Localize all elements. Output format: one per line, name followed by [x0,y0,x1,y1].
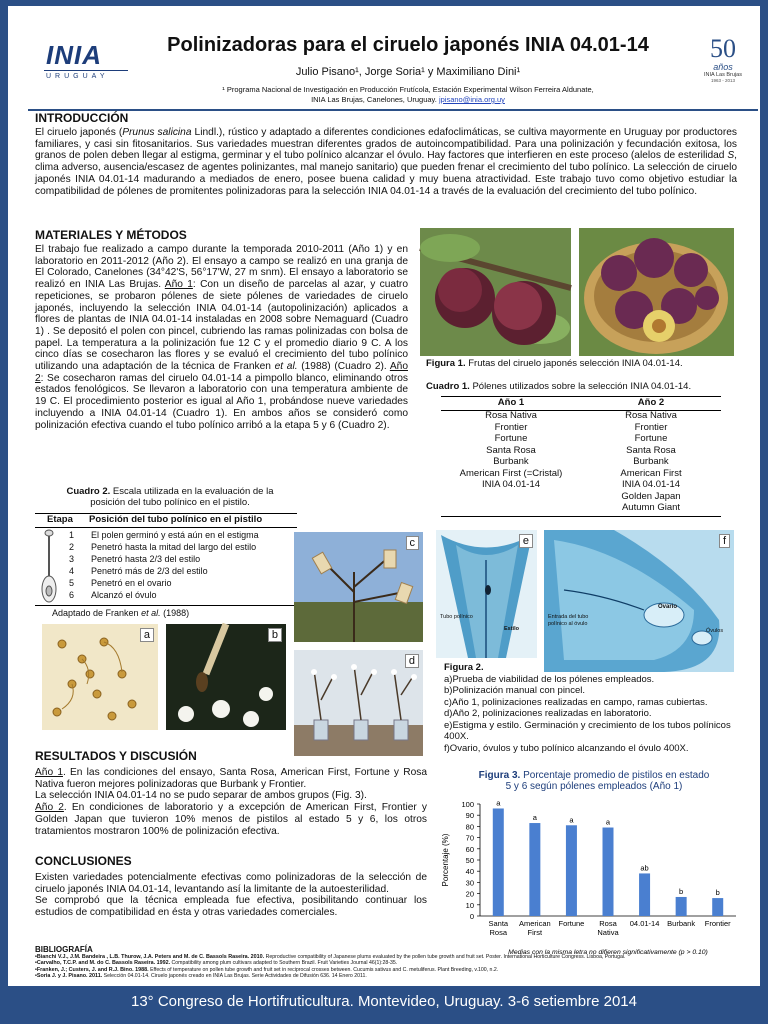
cuadro2-position: Penetró hasta 2/3 del estilo [91,554,201,564]
bar-significance-letter: a [605,817,611,827]
cuadro1-year1-item: Rosa Nativa [485,410,537,421]
bar-significance-letter: a [496,798,501,808]
cuadro2-position: El polen germinó y está aún en el estigma [91,530,259,540]
cuadro2-row [35,529,297,541]
cuadro2-row [35,589,297,601]
x-tick-label: Burbank [667,919,696,928]
figure2-item: d)Año 2, polinizaciones realizadas en laboratorio. [444,708,652,719]
cuadro1-year2-item: Santa Rosa [626,444,676,456]
stigma-style-illustration [436,530,537,658]
chart-note: Medias con la misma letra no difieren significativamente (p > 0.10) [508,949,708,956]
email-link[interactable]: jpisano@inia.org.uy [438,95,505,104]
biblio-heading: BIBLIOGRAFÍA [35,945,93,954]
cuadro1-year2-item: American First [620,467,682,479]
anniversary-sub: INIA Las Brujas [704,72,742,78]
y-tick-label: 100 [461,800,474,809]
photo-stigma-style [436,530,537,658]
label-tube-entrance: Entrada del tubo polínico al óvulo [548,614,589,627]
y-tick-label: 70 [465,833,474,843]
figure2-caption: Figura 2. a)Prueba de viabilidad de los pólenes empleados. b)Polinización manual con pincel. c)Año 1, polinizaciones realizadas en campo, ramas cubiertas. d)Año 2, polinizaciones realizadas en laboratorio. e)Estigma y estilo. Germinación y crecimiento de los tubos polínicos 400X. f)Ovario, óvulos y tubo polínico alcanzando el óvulo 400X. [444,662,744,754]
figure3-chart [436,792,746,956]
field-branches-illustration [294,532,423,642]
x-tick-label: Santa [488,919,509,928]
label-ovules: Óvulos [706,628,724,634]
biblio-reference: Compatibility among plum cultivars adapted to Southern Brazil. Fruit Varieties Journal 46(1):28-35. [170,960,398,967]
cuadro1-header: Año 1 Año 2 [441,396,721,411]
photo-label-d: d [405,654,419,668]
y-tick-label: 80 [465,822,474,832]
plums-basket-illustration [579,228,734,356]
cuadro1-year2-item: Fortune [634,433,668,444]
inia-logo-country: URUGUAY [46,73,109,80]
conclusions-text: Existen variedades potencialmente efectivas como polinizadoras de la selección de ciruelo japonés INIA 04.01-14, levantando así la limitante de la autoesterilidad. Se comprobó que la técnica empleada fue efectiva, posibilitando continuar los estudios de compatibilidad en ésta y otras variedades comerciales. [35,872,427,919]
anniversary-logo [692,36,754,102]
photo-label-c: c [406,536,420,550]
biblio-reference: Reproductive compatibility of Japanese plums evaluated by the pollen tube growth and fruit set. Poster. International Horticulture Congress. Lisboa, Portugal. [264,954,626,960]
cuadro2-row [35,577,297,589]
bar [676,897,687,916]
affiliation-line1: ¹ Programa Nacional de Investigación en Producción Frutícola, Estación Experimental Wilson Ferreira Aldunate, [222,85,594,94]
footer: 13° Congreso de Hortifruticultura. Montevideo, Uruguay. 3-6 setiembre 2014 [131,993,637,1010]
anniversary-word: años [713,62,733,72]
biblio-reference: Effects of temperature on pollen tube growth and fruit set in reciprocal crosses between. Cucumis sativus and C. metuliferus. Plant Breeding, v.100, n.2. [148,966,499,973]
biblio-authors: •Carvalho, T.C.P. and M. do C. Bassols Raseira. 1992. [35,960,171,967]
cuadro2-source: Adaptado de Franken et al. (1988) [52,608,190,618]
photo-label-f: f [719,534,730,548]
results-text: Año 1. En las condiciones del ensayo, Santa Rosa, American First, Fortune y Rosa Nativa fueron mejores polinizadoras que Burbank y Frontier. La selección INIA 04.01-14 no se pudo separar de ambos grupos (Fig. 3). Año 2. En condiciones de laboratorio y a excepción de American First, Frontier y Golden Japan que tuvieron 10% menos de pistilos al estado 5 y 6, los otros tratamientos mostraron 100% de polinización efectiva. [35,767,427,837]
biblio-reference: Selección 04.01-14. Ciruelo japonés creado en INIA Las Brujas. Serie Actividades de Difusión 636. 14 Enero 2011. [102,973,367,980]
cuadro1-caption: Cuadro 1. Pólenes utilizados sobre la selección INIA 04.01-14. [426,381,692,392]
bar [529,823,540,916]
plums-tree-illustration [420,228,571,356]
biblio-authors: •Soria J. y J. Pisano. 2011. [35,973,103,980]
cuadro1-year2-item: Frontier [634,421,668,433]
bar [712,898,723,916]
cuadro1-year1-item: Burbank [493,456,529,467]
cuadro2-row [35,553,297,565]
cuadro1-year1-item: American First (=Cristal) [459,467,563,479]
photo-ovary-ovules [544,530,734,672]
biblio-item [35,973,747,979]
x-tick-label: 04.01-14 [629,919,660,928]
figure2-item: c)Año 1, polinizaciones realizadas en campo, ramas cubiertas. [444,696,708,708]
cuadro2-stage: 5 [69,578,75,588]
y-axis-label: Porcentaje (%) [441,833,450,887]
biblio-authors: •Bianchi V.J., J.M. Bandeira , L.B. Thurow, J.A. Peters and M. de C. Bassols Raseira. 2010. [35,954,265,960]
ovary-illustration [544,530,734,672]
authors: Julio Pisano¹, Jorge Soria¹ y Maximiliano Dini¹ [295,66,521,78]
cuadro1-year2-item: INIA 04.01-14 [621,479,681,490]
x-tick-label: Rosa [489,928,508,937]
x-tick-label: First [527,928,543,937]
bar-significance-letter: b [679,886,684,896]
cuadro2-position: Penetró hasta la mitad del largo del estilo [91,542,257,552]
inia-logo [38,40,128,86]
bar-significance-letter: a [532,813,537,823]
photo-manual-pollination [166,624,286,730]
figure2-item: e)Estigma y estilo. Germinación y crecimiento de los tubos polínicos 400X. [444,719,731,742]
x-tick-label: Frontier [704,919,731,928]
photo-plums-on-tree [420,228,571,356]
cuadro1-year1-item: Santa Rosa [486,444,536,456]
cuadro1-year1-list [441,410,581,491]
cuadro2-stage: 2 [69,542,75,552]
anniversary-number: 50 [710,34,736,63]
cuadro1-year2-item: Golden Japan [621,490,681,502]
cuadro2-rows [35,529,297,601]
cuadro2-stage: 6 [69,590,75,600]
photo-label-e: e [519,534,533,548]
cuadro2-stage: 3 [69,554,75,564]
label-pollen-tube: Tubo polínico [440,614,473,620]
figure1-caption: Figura 1. Frutas del ciruelo japonés selección INIA 04.01-14. [426,358,683,369]
cuadro1-year1-item: Frontier [494,421,528,433]
cuadro2-position: Alcanzó el óvulo [91,590,157,600]
bar-significance-letter: a [569,815,574,825]
cuadro2-row [35,541,297,553]
lab-branches-illustration [294,650,423,756]
y-tick-label: 0 [469,912,474,921]
photo-label-a: a [140,628,154,642]
label-style: Estilo [504,626,519,632]
inia-logo-rule [44,70,128,71]
affiliation-line2: INIA Las Brujas, Canelones, Uruguay. jpisano@inia.org.uy [311,95,505,104]
biblio-list [35,954,747,980]
cuadro1-table [441,396,721,513]
cuadro2-position: Penetró más de 2/3 del estilo [91,566,208,576]
x-tick-label: Nativa [597,928,619,937]
poster [8,6,760,986]
cuadro1-bottom-rule [441,516,721,517]
y-tick-label: 90 [465,811,474,821]
photo-lab-pollination [294,650,423,756]
y-tick-label: 50 [465,856,474,865]
results-heading: RESULTADOS Y DISCUSIÓN [35,749,197,763]
photo-pollen-viability [42,624,158,730]
figure3-title: Figura 3. Porcentaje promedio de pistilos en estado 5 y 6 según pólenes empleados (Año 1) [478,770,710,792]
biblio-authors: •Franken, J.; Custers, J. and R.J. Bino. 1988. [35,966,149,973]
cuadro1-year2-list [581,410,721,514]
photo-plums-in-basket [579,228,734,356]
figure2-item: a)Prueba de viabilidad de los pólenes empleados. [444,673,655,685]
cuadro1-year2-item: Burbank [633,456,669,467]
poster-title: Polinizadoras para el ciruelo japonés INIA 04.01-14 [167,34,649,56]
methods-text: El trabajo fue realizado a campo durante la temporada 2010-2011 (Año 1) y en laboratorio en 2011-2012 (Año 2). El ensayo a campo se realizó en una granja de El Colorado, Canelones (34°42'S, 56°17'W, 27 m snm). El ensayo a laboratorio se realizó en INIA Las Brujas. Año 1: Con un diseño de parcelas al azar, y cuatro repeticiones, se probaron pólenes de siete pólenes de variedades de ciruelo japonés, incluyendo la selección INIA 04.01-14 (autopolinización) aplicados a flores de plantas de INIA 04.01-14 instaladas en 2008 sobre Nemaguard (Cuadro 1) . Se depositó el polen con pincel, cubriendo las ramas polinizadas con bolsa de papel. La temperatura a la polinización fue 12 C y el promedio diario 9 C. A los cinco días se cosecharon las flores y se evaluó el crecimiento del tubo polínico utilizando una adaptación de la técnica de Franken et al. (1988) (Cuadro 2). Año 2: Se cosecharon ramas del ciruelo 04.01-14 a pimpollo blanco, eliminando otros estados fenológicos. Se llevaron a laboratorio con una temperatura ambiente de 19 C. El procedimiento posterior es igual al Año 1, probándose nueve variedades incluyendo a INIA 04.01-14 (Cuadro 1). En ambos años se consideró como polinización efectiva cuando el tubo polínico arribó a la etapa 5 y 6 (Cuadro 2). [35,244,408,431]
anniversary-years: 1963 - 2013 [710,78,736,83]
cuadro2-row [35,565,297,577]
cuadro1-year1-item: Fortune [494,433,528,444]
cuadro2-header: Etapa Posición del tubo polínico en el pistilo [35,513,297,528]
intro-heading: INTRODUCCIÓN [35,111,129,125]
cuadro2-caption: Cuadro 2. Escala utilizada en la evaluación de la posición del tubo polínico en el pistilo. [66,486,274,508]
header-divider [28,109,758,111]
y-tick-label: 60 [465,844,474,854]
cuadro1-year2-item: Autumn Giant [621,502,681,513]
photo-field-covered-branches [294,532,423,642]
cuadro2-stage: 4 [69,566,75,576]
cuadro2-position: Penetró en el ovario [91,578,172,588]
bar [603,828,614,916]
y-tick-label: 10 [465,900,474,910]
cuadro1-year2-item: Rosa Nativa [625,410,677,421]
methods-heading: MATERIALES Y MÉTODOS [35,228,187,242]
cuadro2-bottom-rule [35,605,297,606]
conclusions-heading: CONCLUSIONES [35,854,132,868]
inia-logo-text: INIA [46,40,102,70]
label-ovary: Ovario [658,604,678,610]
bar [566,825,577,916]
bar [639,873,650,916]
cuadro2-stage: 1 [69,530,75,540]
x-tick-label: Rosa [599,919,617,928]
bar-significance-letter: b [715,888,720,898]
y-tick-label: 20 [465,889,474,899]
figure2-item: f)Ovario, óvulos y tubo polínico alcanzando el óvulo 400X. [444,742,689,754]
photo-label-b: b [268,628,282,642]
figure2-item: b)Polinización manual con pincel. [444,685,585,696]
intro-text: El ciruelo japonés (Prunus salicina Lindl.), rústico y adaptado a diferentes condiciones edafoclimáticas, se cultiva mayormente en Uruguay por productores familiares, y casi sin fitosanitarios. Sus variedades muestran diferentes grados de autoincompatibilidad. Para una polinización y fecundación exitosa, los granos de polen deben llegar al estigma, germinar y el tubo polínico alcanzar el óvulo. Hay factores que interfieren en este proceso (alelos de esterilidad S, clima adverso, ausencia/escasez de agentes polinizantes, mal manejo sanitario) que pueden frenar el crecimiento del tubo polínico. La selección de ciruelo japonés INIA 04.01-14 madurando a mediados de enero, posee buena calidad y muy buena atractividad. Este trabajo tuvo como objetivo estudiar la compatibilidad de pólenes de promitentes polinizadoras para la selección INIA 04.01-14 a través de la evaluación del crecimiento del tubo polínico. [35,127,737,197]
cuadro2-table [35,513,297,600]
figure2-items [444,674,744,755]
x-tick-label: American [519,919,551,928]
bar-significance-letter: ab [640,863,649,873]
bar [493,808,504,916]
y-tick-label: 30 [465,878,474,888]
cuadro1-year1-item: INIA 04.01-14 [481,479,541,490]
affiliation [128,85,688,105]
y-tick-label: 40 [465,867,474,877]
x-tick-label: Fortune [558,919,585,928]
